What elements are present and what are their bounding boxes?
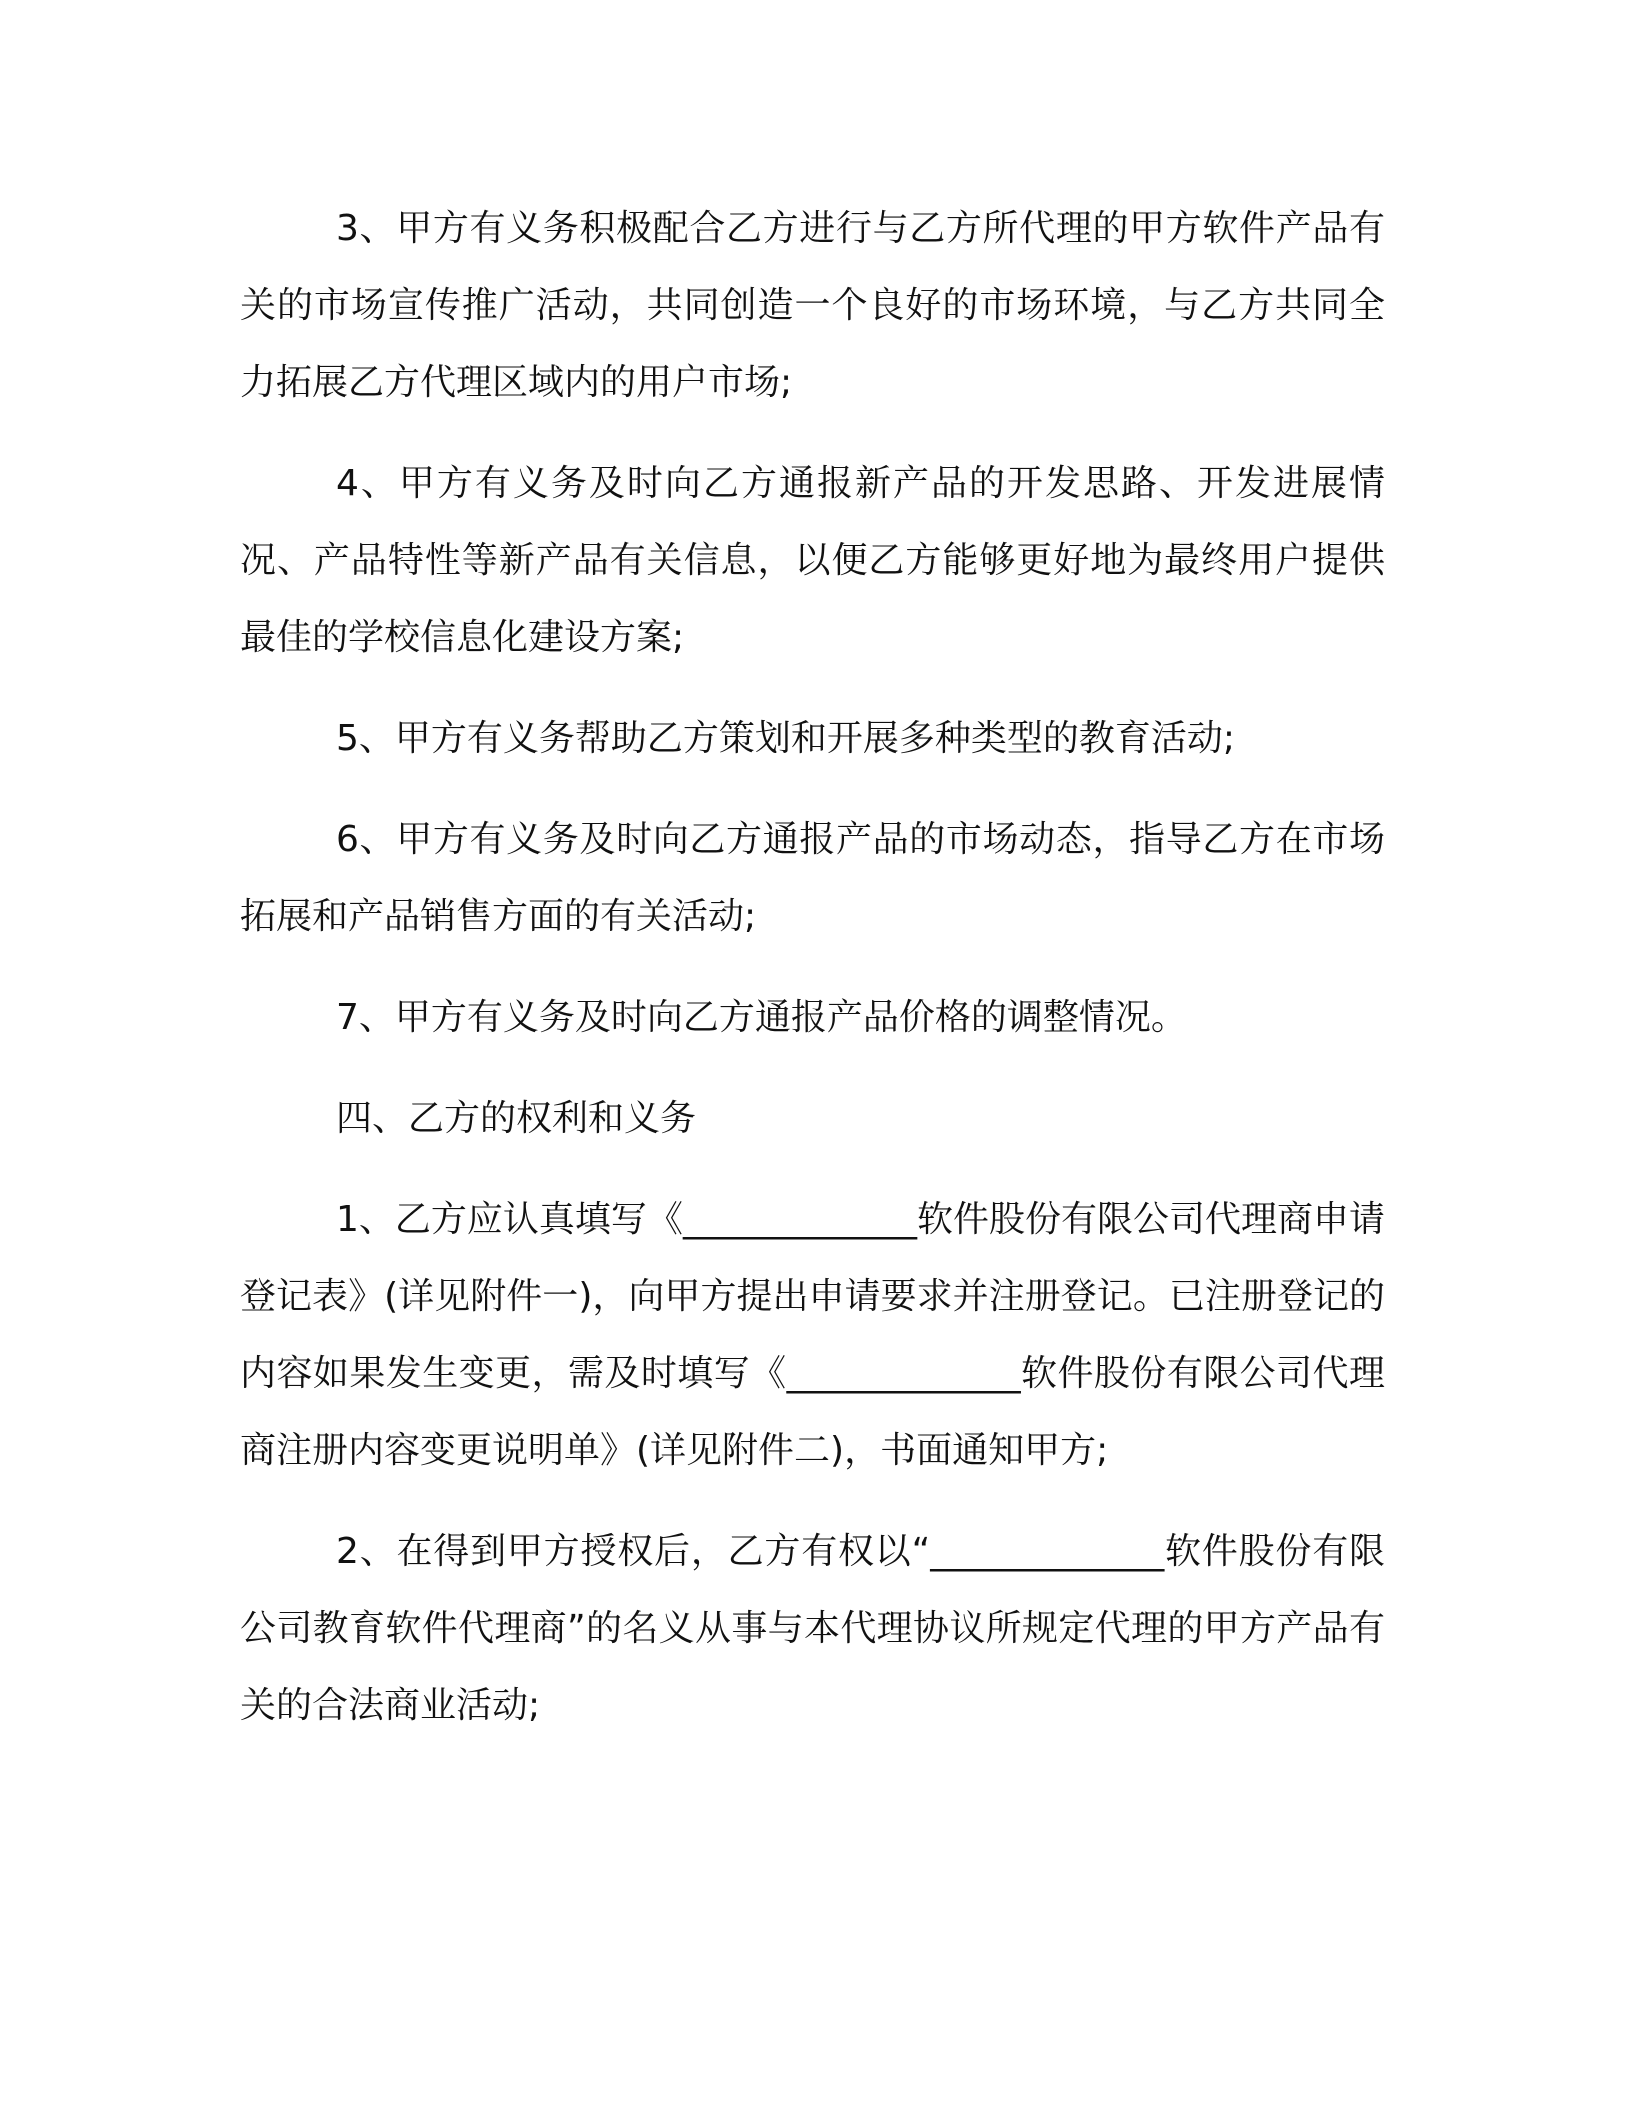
clause-5-paragraph: 5、甲方有义务帮助乙方策划和开展多种类型的教育活动; [336, 718, 1236, 759]
clause-4-paragraph: 4、甲方有义务及时向乙方通报新产品的开发思路、开发进展情况、产品特性等新产品有关信息，以便乙方能够更好地为最终用户提供最佳的学校信息化建设方案; [240, 463, 1385, 658]
document-body [240, 190, 1385, 1768]
clause-3-paragraph: 3、甲方有义务积极配合乙方进行与乙方所代理的甲方软件产品有关的市场宣传推广活动，共同创造一个良好的市场环境，与乙方共同全力拓展乙方代理区域内的用户市场; [240, 208, 1385, 403]
party-b-clause-2-paragraph: 2、在得到甲方授权后，乙方有权以“_____________软件股份有限公司教育软件代理商”的名义从事与本代理协议所规定代理的甲方产品有关的合法商业活动; [240, 1531, 1385, 1726]
clause-7-paragraph: 7、甲方有义务及时向乙方通报产品价格的调整情况。 [336, 997, 1187, 1038]
section-heading: 四、乙方的权利和义务 [336, 1098, 697, 1139]
clause-6-paragraph: 6、甲方有义务及时向乙方通报产品的市场动态，指导乙方在市场拓展和产品销售方面的有关活动; [240, 819, 1385, 937]
party-b-clause-1-paragraph: 1、乙方应认真填写《_____________软件股份有限公司代理商申请登记表》(详见附件一)，向甲方提出申请要求并注册登记。已注册登记的内容如果发生变更，需及时填写《_____________软件股份有限公司代理商注册内容变更说明单》(详见附件二)，书面通知甲方; [240, 1199, 1385, 1471]
